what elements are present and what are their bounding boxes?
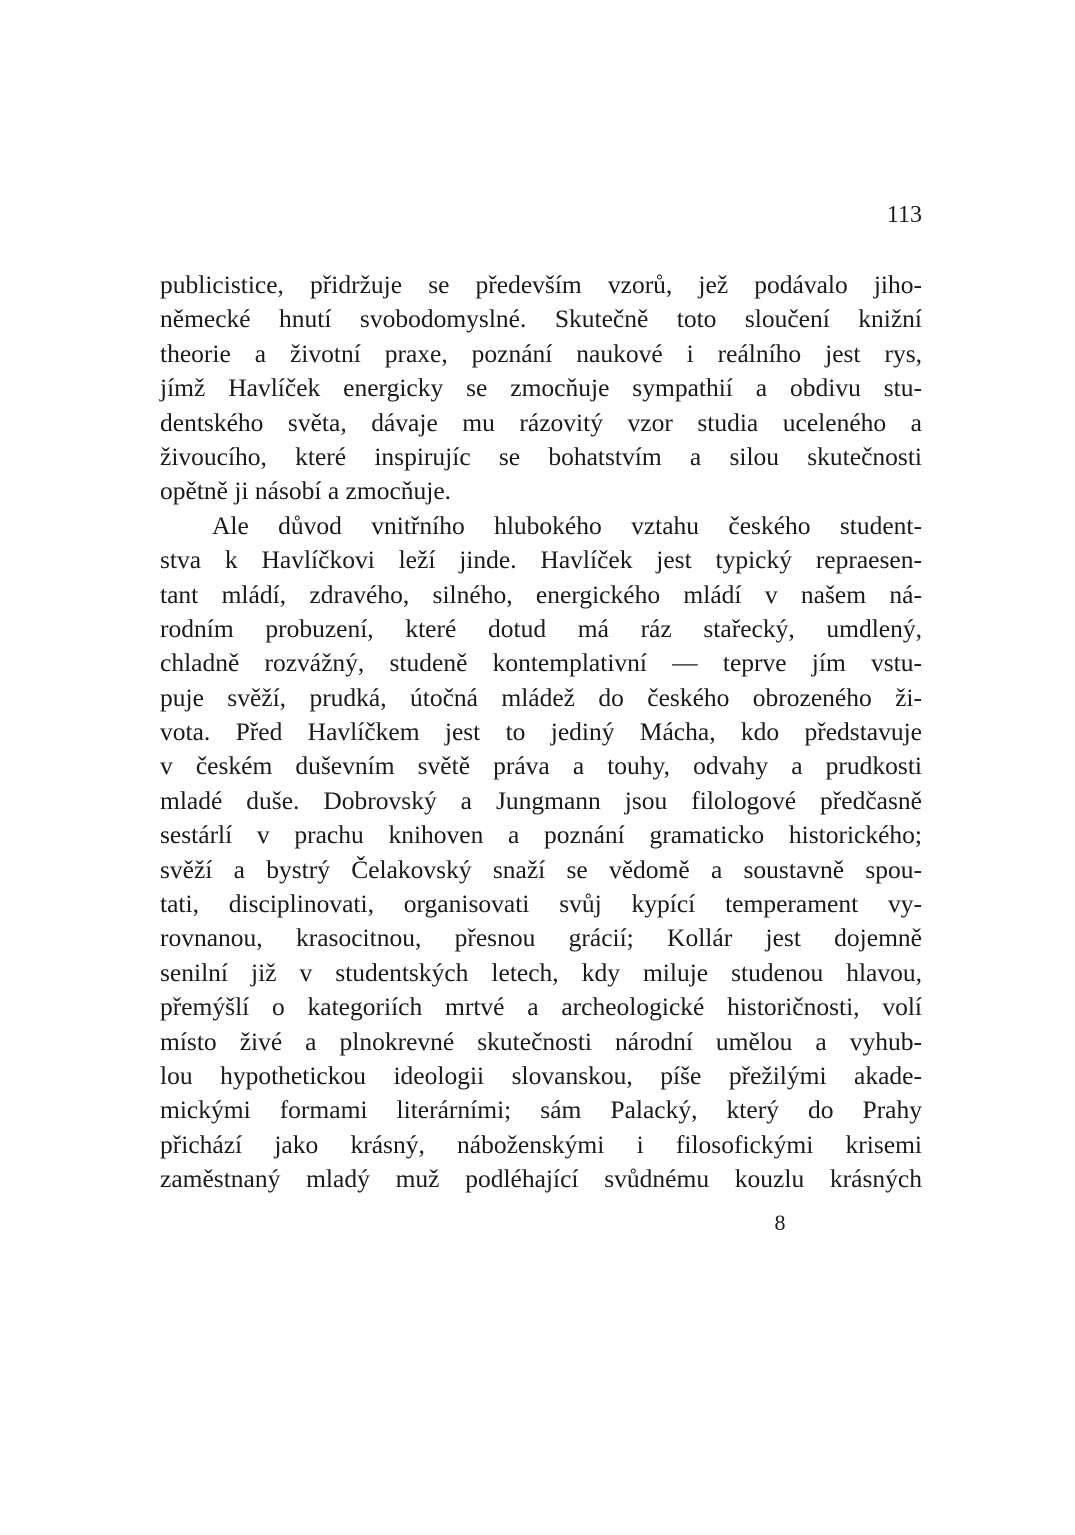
text-line: publicistice, přidržuje se především vzorů, jež podávalo jiho-	[160, 270, 922, 299]
text-line: německé hnutí svobodomyslné. Skutečně toto sloučení knižní	[160, 304, 922, 334]
text-line: rodním probuzení, které dotud má ráz stařecký, umdlený,	[160, 613, 922, 643]
text-line: v českém duševním světě práva a touhy, odvahy a prudkosti	[160, 751, 922, 781]
text-line: dentského světa, dávaje mu rázovitý vzor studia uceleného a	[160, 407, 922, 437]
text-line: sestárlí v prachu knihoven a poznání gramaticko historického;	[160, 820, 922, 850]
text-line: Ale důvod vnitřního hlubokého vztahu českého student-	[212, 510, 922, 540]
text-line: puje svěží, prudká, útočná mládež do českého obrozeného ži-	[160, 682, 922, 712]
text-line: tant mládí, zdravého, silného, energického mládí v našem ná-	[160, 579, 922, 609]
text-line: vota. Před Havlíčkem jest to jediný Mácha, kdo představuje	[160, 717, 922, 747]
text-line: chladně rozvážný, studeně kontemplativní — teprve jím vstu-	[160, 648, 922, 678]
text-line: stva k Havlíčkovi leží jinde. Havlíček jest typický repraesen-	[160, 545, 922, 575]
text-line: mickými formami literárními; sám Palacký, který do Prahy	[160, 1095, 922, 1125]
text-line: zaměstnaný mladý muž podléhající svůdnému kouzlu krásných	[160, 1164, 922, 1194]
text-line	[160, 1231, 922, 1265]
text-line: přichází jako krásný, náboženskými i filosofickými krisemi	[160, 1129, 922, 1159]
page-number: 113	[886, 202, 922, 228]
text-line: místo živé a plnokrevné skutečnosti národní umělou a vyhub-	[160, 1026, 922, 1056]
text-line: svěží a bystrý Čelakovský snaží se vědomě a soustavně spou-	[160, 854, 922, 884]
text-line: mladé duše. Dobrovský a Jungmann jsou filologové předčasně	[160, 785, 922, 815]
signature-mark: 8	[774, 1210, 786, 1235]
text-line: lou hypothetickou ideologii slovanskou, píše přežilými akade-	[160, 1060, 922, 1090]
text-line: jímž Havlíček energicky se zmocňuje sympathií a obdivu stu-	[160, 373, 922, 403]
text-line: theorie a životní praxe, poznání naukové i reálního jest rys,	[160, 338, 922, 368]
body-text	[160, 268, 922, 1265]
text-line: opětně ji násobí a zmocňuje.	[160, 476, 452, 506]
text-line: tati, disciplinovati, organisovati svůj kypící temperament vy-	[160, 889, 922, 919]
text-line: přemýšlí o kategoriích mrtvé a archeologické historičnosti, volí	[160, 992, 922, 1022]
text-line: rovnanou, krasocitnou, přesnou grácií; Kollár jest dojemně	[160, 923, 922, 953]
text-line: živoucího, které inspirujíc se bohatstvím a silou skutečnosti	[160, 441, 922, 471]
text-line: senilní již v studentských letech, kdy miluje studenou hlavou,	[160, 957, 922, 987]
text-line	[160, 1197, 922, 1231]
